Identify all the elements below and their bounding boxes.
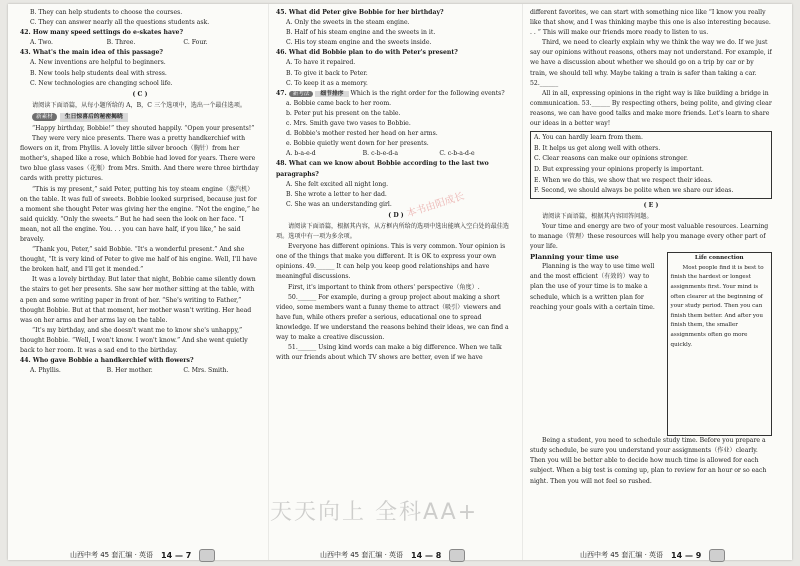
question-48: 48. What can we know about Bobbie according to the last two paragraphs? <box>276 160 489 178</box>
publisher-logo-icon <box>709 549 725 562</box>
option-c: C. His toy steam engine and the sweets inside. <box>286 39 432 47</box>
page-footer <box>320 548 465 562</box>
option-a: A. To have it repaired. <box>286 59 356 67</box>
box-option: B. It helps us get along well with others. <box>534 144 661 152</box>
page-number: 14 — 7 <box>161 550 192 560</box>
question-46: 46. What did Bobbie plan to do with Peter's present? <box>276 49 458 57</box>
page-number: 14 — 8 <box>411 550 442 560</box>
detail-order-tag: 细节排序 <box>315 91 348 97</box>
story-paragraph: It was a lovely birthday. But later that night, Bobbie came silently down the stairs to get her presents. She saw her mother sitting at the table, with a pen and some writing paper in front of her. “She's writing to Father,” thought Bobbie. But at that moment, her mother wasn't writing. Her head was on her arms and her arms lay on the table. <box>20 276 256 324</box>
sidebar-text: Most people find it is best to finish the hardest or longest assignments first. Your mind is often clearer at the beginning of your study period. Then you can finish them better. And after you finish them, the smaller assignments often go more quickly. <box>670 264 764 348</box>
option-a: A. Two. <box>30 39 54 47</box>
section-heading: Planning your time use <box>530 253 619 262</box>
event-item: e. Bobbie quietly went down for her presents. <box>286 140 429 148</box>
passage-paragraph: All in all, expressing opinions in the right way is like building a bridge in communication. 53.______ By respecting others, being polite, and giving clear reasons, we can have good talks and make more friends. Let's learn to share our ideas in a better way! <box>530 89 772 128</box>
column-3 <box>530 8 772 526</box>
section-e-instructions: 请阅读下面语篇，根据其内容回答问题。 <box>542 212 653 220</box>
q42-options <box>20 38 260 48</box>
story-paragraph: “This is my present,” said Peter, putting his toy steam engine（蒸汽机）on the table. It was full of sweets. Bobbie looked surprised, because just for a moment she thought Peter was giving her the engine. “Not the engine,” he said quickly. “Only the sweets.” But he had seen the look on her face. “I mean, not all the engine. You. . . you can have half, if you like,” he said bravely. <box>20 185 260 243</box>
section-c-heading: ( C ) <box>132 90 148 98</box>
passage-paragraph: 51.______ Using kind words can make a big difference. When we talk with our friends about which TV shows are better, even if we have <box>276 344 502 362</box>
box-option: D. But expressing your opinions properly is important. <box>534 165 704 173</box>
options-box <box>530 131 772 199</box>
option-b: B. Half of his steam engine and the sweets in it. <box>286 29 436 37</box>
question-47 <box>276 89 516 99</box>
option-b: B. New tools help students deal with stress. <box>30 69 167 77</box>
option-a: A. Only the sweets in the steam engine. <box>286 19 410 27</box>
topic-banner <box>32 113 260 122</box>
column-divider <box>268 4 269 560</box>
question-44: 44. Who gave Bobbie a handkerchief with flowers? <box>20 357 194 365</box>
passage-paragraph: 50.______ For example, during a group project about making a short video, some members want a funny theme to attract（吸引）viewers and have fun, while others prefer a serious, educational one to spread knowledge. If we understand the reasons behind their ideas, we can find a way to make a creative discussion. <box>276 293 509 341</box>
option-b: B. She wrote a letter to her dad. <box>286 190 387 198</box>
option-a: A. b-a-e-d <box>286 150 316 158</box>
topic-tag: 生日惊喜后的秘密揭晓 <box>60 113 128 122</box>
story-paragraph: “Thank you, Peter,” said Bobbie. “It's a wonderful present.” And she thought, “It is very kind of Peter to give me half of his engine. Well, I'll have the broken half, and I'll get it mended.” <box>20 246 257 274</box>
passage-paragraph: different favorites, we can start with something nice like “I know you really like that show, and I was thinking maybe this one is also interesting because. . . ” This will make our friends more ready to listen to us. <box>530 9 771 37</box>
question-43: 43. What's the main idea of this passage? <box>20 49 163 57</box>
option-c: C. Mrs. Smith. <box>183 367 229 375</box>
box-option: A. You can hardly learn from them. <box>534 134 643 142</box>
section-d-heading: ( D ) <box>388 211 404 219</box>
story-paragraph: “It's my birthday, and she doesn't want me to know she's unhappy,” thought Bobbie. “Well, I won't know. I won't know.” And she went quietly back to her room. It was a sad end to the birthday. <box>20 326 248 354</box>
passage-paragraph: First, it's important to think from others' perspective（角度）. <box>288 283 480 291</box>
option-c: C. New technologies are changing school life. <box>30 79 173 87</box>
new-material-badge: 新素材 <box>32 113 57 121</box>
option-b: B. Three. <box>106 39 136 47</box>
option-line: C. They can answer nearly all the questions students ask. <box>30 19 210 27</box>
option-b: B. To give it back to Peter. <box>286 69 368 77</box>
q47-options <box>276 149 516 159</box>
story-paragraph: “Happy birthday, Bobbie!” they shouted happily. “Open your presents!” <box>32 124 255 132</box>
publisher-logo-icon <box>449 549 465 562</box>
passage-paragraph: Planning is the way to use time well and the most efficient（有效的）way to plan the use of your time is to make a schedule, which is a written plan for reaching your goals with a certain time. <box>530 263 655 311</box>
option-c: C. c-b-a-d-e <box>439 150 475 158</box>
option-a: A. Phyllis. <box>30 367 61 375</box>
event-item: b. Peter put his present on the table. <box>286 109 401 117</box>
q44-options <box>20 366 260 376</box>
option-c: C. She was an understanding girl. <box>286 200 392 208</box>
red-stamp: 本书由阳成长 <box>405 190 466 220</box>
page-number: 14 — 9 <box>671 550 702 560</box>
passage-paragraph: Everyone has different opinions. This is very common. Your opinion is one of the things that make you different. It is OK to express your own opinions. 49.______ It can help you keep good relationships and have meaningful discussions. <box>276 243 506 281</box>
question-45: 45. What did Peter give Bobbie for her birthday? <box>276 9 444 16</box>
page-footer <box>580 548 725 562</box>
box-option: E. When we do this, we show that we respect their ideas. <box>534 176 713 184</box>
option-b: B. Her mother. <box>106 367 153 375</box>
option-line: B. They can help students to choose the courses. <box>30 9 183 16</box>
new-method-badge: 新考法 <box>289 91 314 97</box>
event-item: c. Mrs. Smith gave two vases to Bobbie. <box>286 120 411 128</box>
column-2 <box>276 8 516 526</box>
box-option: F. Second, we should always be polite when we share our ideas. <box>534 187 734 195</box>
option-c: C. Four. <box>183 39 208 47</box>
section-e-heading: ( E ) <box>643 201 659 209</box>
question-text: Which is the right order for the following events? <box>350 89 505 97</box>
story-paragraph: They were very nice presents. There was a pretty handkerchief with flowers on it, from Phyllis. A lovely little silver brooch（胸针）from her mother's, shaped like a rose, which Bobbie had loved for years. There were two blue glass vases（花瓶）from Mrs. Smith. And there were three birthday cards with pretty pictures. <box>20 135 259 183</box>
column-1 <box>20 8 260 526</box>
event-item: a. Bobbie came back to her room. <box>286 99 392 107</box>
watermark: 天天向上 全科AA+ <box>270 500 479 525</box>
column-divider <box>522 4 523 560</box>
main-text <box>530 252 663 436</box>
option-c: C. To keep it as a memory. <box>286 79 368 87</box>
question-number: 47. <box>276 89 287 97</box>
option-a: A. New inventions are helpful to beginners. <box>30 59 166 67</box>
question-42: 42. How many speed settings do e-skates have? <box>20 29 184 37</box>
passage-paragraph: Being a student, you need to schedule study time. Before you prepare a study schedule, be sure you understand your assignments（作业）clearly. Then you will be better able to decide how much time is allowed for each subject. When a big test is coming up, plan to review for an hour or so each night. Then you will not feel so rushed. <box>530 437 767 485</box>
option-a: A. She felt excited all night long. <box>286 180 389 188</box>
passage-paragraph: Third, we need to clearly explain why we think the way we do. If we just say our opinions without reasons, others may not understand. For example, if we have a discussion about whether we should go on a trip by car or by train, we should tell why. Maybe taking a train is safer than taking a car. 52.______ <box>530 39 772 87</box>
option-b: B. c-b-e-d-a <box>362 150 398 158</box>
life-connection-box <box>667 252 772 436</box>
two-column-block <box>530 252 772 436</box>
section-d-instructions: 请阅读下面语篇，根据其内容，从方框内所给的选项中选出能填入空白处的最佳选项。选项中有一项为多余项。 <box>276 222 510 241</box>
section-c-instructions: 请阅读下面语篇，从每小题所给的 A，B，C 三个选项中，选出一个最佳选项。 <box>32 101 247 109</box>
footer-title: 山西中考 45 套汇编 · 英语 <box>70 551 154 559</box>
page-footer <box>70 548 215 562</box>
publisher-logo-icon <box>199 549 215 562</box>
box-option: C. Clear reasons can make our opinions stronger. <box>534 155 688 163</box>
passage-intro: Your time and energy are two of your most valuable resources. Learning to manage（管理）these resources will help you manage every other part of your life. <box>530 222 769 251</box>
sidebar-title: Life connection <box>694 255 744 262</box>
event-item: d. Bobbie's mother rested her head on her arms. <box>286 130 438 138</box>
footer-title: 山西中考 45 套汇编 · 英语 <box>320 551 404 559</box>
footer-title: 山西中考 45 套汇编 · 英语 <box>580 551 664 559</box>
